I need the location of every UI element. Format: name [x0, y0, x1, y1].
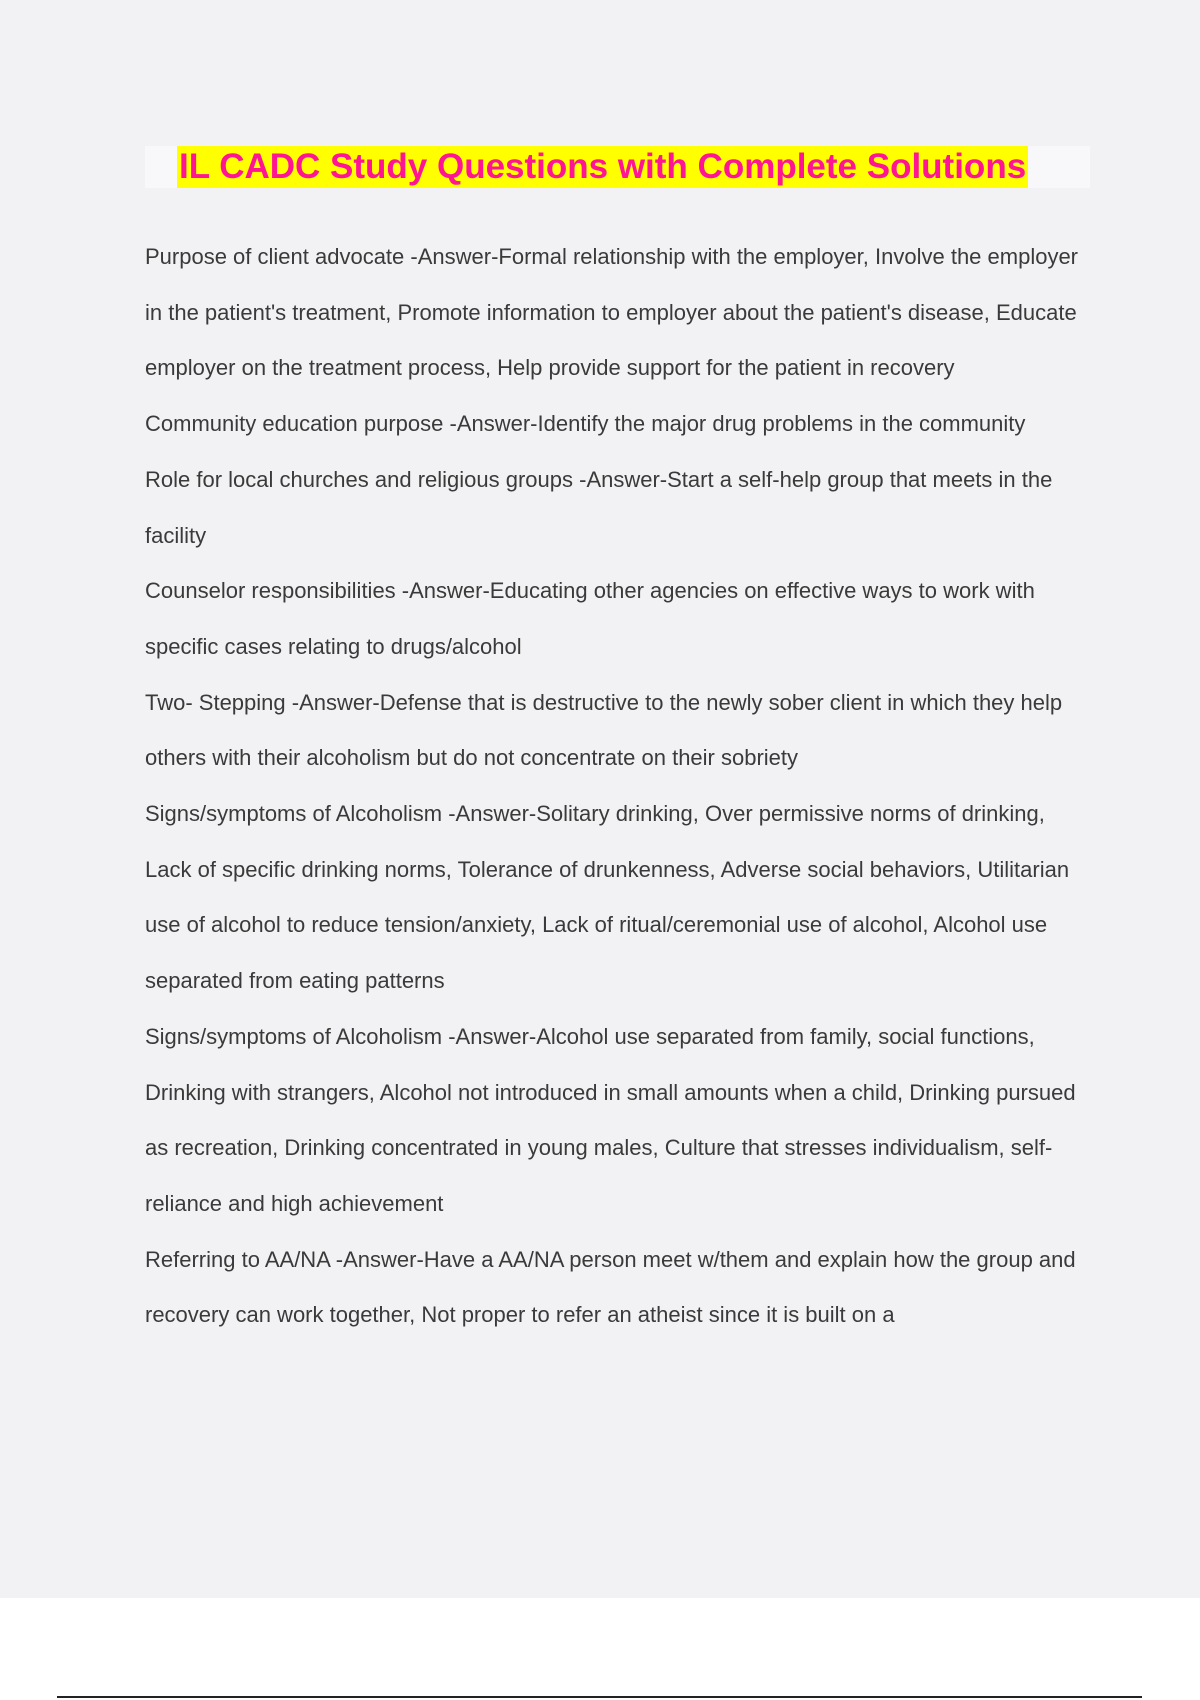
bottom-divider: [57, 1696, 1142, 1698]
qa-entry-counselor-responsibilities: Counselor responsibilities -Answer-Educating other agencies on effective ways to work with specific cases relating to drugs/alcohol: [145, 578, 1035, 659]
qa-entry-alcoholism-signs-2: Signs/symptoms of Alcoholism -Answer-Alcohol use separated from family, social functions, Drinking with strangers, Alcohol not introduced in small amounts when a child, Drinking pursued as recreation, Drinking concentrated in young males, Culture that stresses individualism, self-reliance and high achievement: [145, 1023, 1076, 1216]
document-title: IL CADC Study Questions with Complete Solutions: [179, 147, 1027, 186]
document-body: [145, 229, 1090, 1343]
qa-entry-churches-religious-groups: Role for local churches and religious groups -Answer-Start a self-help group that meets in the facility: [145, 466, 1053, 548]
qa-entry-alcoholism-signs-1: Signs/symptoms of Alcoholism -Answer-Solitary drinking, Over permissive norms of drinking, Lack of specific drinking norms, Tolerance of drunkenness, Adverse social behaviors, Utilitarian use of alcohol to reduce tension/anxiety, Lack of ritual/ceremonial use of alcohol, Alcohol use separated from eating patterns: [145, 801, 1070, 994]
qa-entry-client-advocate: Purpose of client advocate -Answer-Formal relationship with the employer, Involve the employer in the patient's treatment, Promote information to employer about the patient's disease, Educate employer on the treatment process, Help provide support for the patient in recovery: [145, 244, 1079, 381]
qa-entry-two-stepping: Two- Stepping -Answer-Defense that is destructive to the newly sober client in which they help others with their alcoholism but do not concentrate on their sobriety: [145, 689, 1063, 771]
qa-entry-community-education: Community education purpose -Answer-Identify the major drug problems in the community: [145, 411, 1026, 437]
qa-entry-referring-aa-na: Referring to AA/NA -Answer-Have a AA/NA person meet w/them and explain how the group and recovery can work together, Not proper to refer an atheist since it is built on a: [145, 1246, 1076, 1328]
